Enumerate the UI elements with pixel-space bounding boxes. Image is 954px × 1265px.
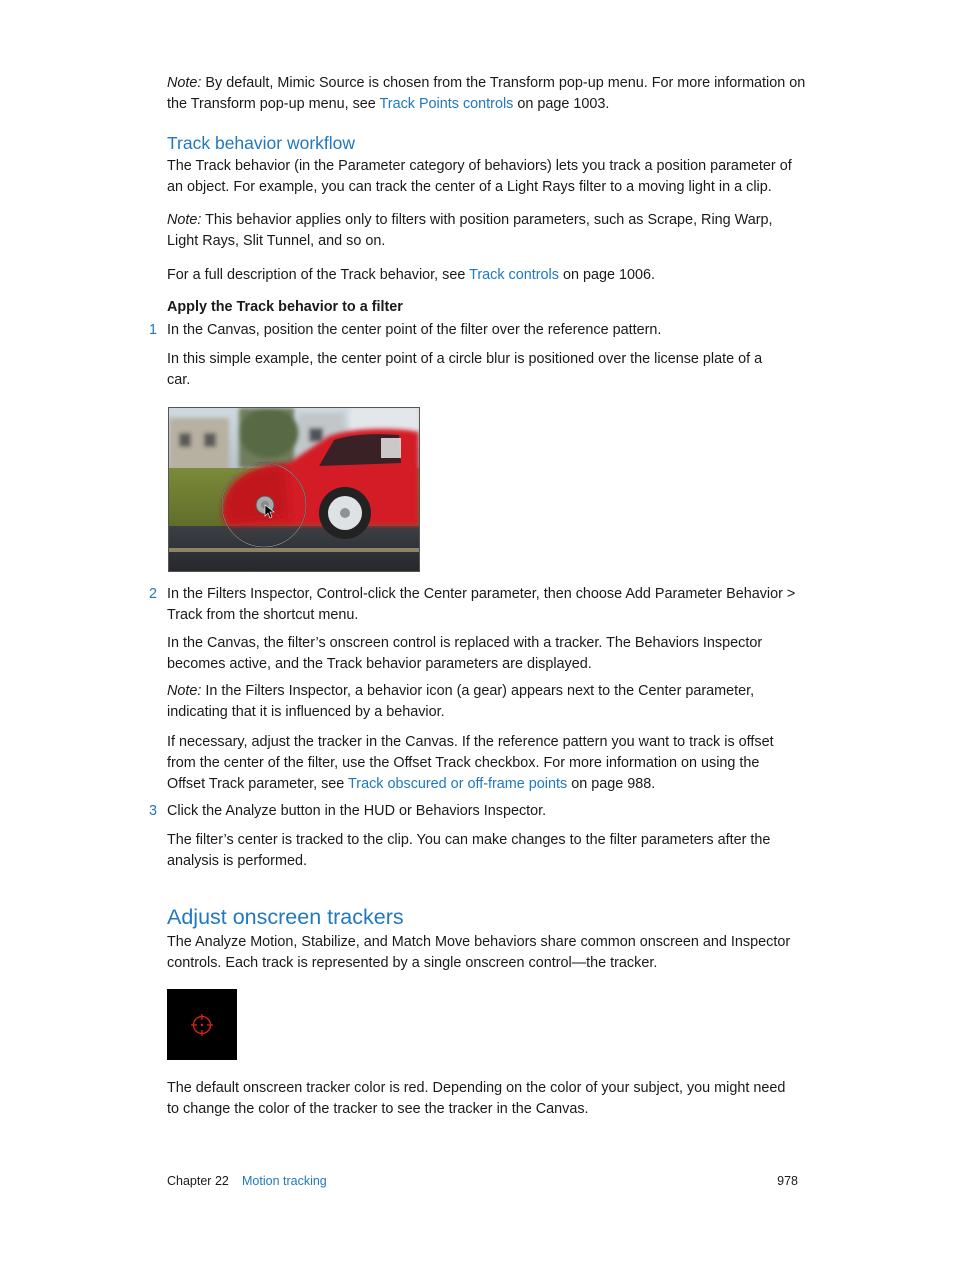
task-title: Apply the Track behavior to a filter	[167, 299, 403, 315]
footer-chapter-title-link[interactable]: Motion tracking	[242, 1174, 327, 1188]
step-detail: In the Canvas, the filter’s onscreen control is replaced with a tracker. The Behaviors Inspector becomes active, and the Track behavior parameters are displayed.	[167, 635, 763, 672]
section-heading-track-workflow: Track behavior workflow	[167, 133, 356, 153]
note-label: Note:	[167, 683, 202, 699]
footer-chapter: Chapter 22	[167, 1174, 229, 1188]
track-points-controls-link[interactable]: Track Points controls	[379, 96, 514, 112]
note-paragraph	[167, 73, 807, 115]
tracker-crosshair-icon	[167, 989, 237, 1060]
note-text: By default, Mimic Source is chosen from the Transform pop-up menu. For more information on the Transform pop-up menu, see	[167, 75, 806, 112]
footer-page-number: 978	[777, 1174, 798, 1188]
extra-text: If necessary, adjust the tracker in the Canvas. If the reference pattern you want to track is offset from the center of the filter, use the Offset Track checkbox. For more information on using the Offset Track parameter, see	[167, 734, 774, 792]
extra-text-end: on page 988.	[567, 776, 656, 792]
step-number: 1	[149, 322, 158, 338]
note-text: In the Filters Inspector, a behavior icon (a gear) appears next to the Center parameter, indicating that it is influenced by a behavior.	[167, 683, 755, 720]
track-note-paragraph	[167, 210, 807, 252]
note-text-end: on page 1003.	[513, 96, 610, 112]
track-description-paragraph	[167, 265, 807, 286]
step-detail: In this simple example, the center point of a circle blur is positioned over the license plate of a car.	[167, 351, 763, 388]
step-text: In the Filters Inspector, Control-click the Center parameter, then choose Add Parameter Behavior > Track from the shortcut menu.	[167, 586, 796, 623]
desc-text-end: on page 1006.	[558, 267, 655, 283]
car-image	[169, 408, 419, 571]
adjust-closing-paragraph: The default onscreen tracker color is red. Depending on the color of your subject, you might need to change the color of the tracker to see the tracker in the Canvas.	[167, 1080, 786, 1117]
track-obscured-points-link[interactable]: Track obscured or off-frame points	[348, 776, 568, 792]
tracker-figure	[167, 989, 237, 1060]
note-label: Note:	[167, 212, 202, 228]
track-intro-paragraph: The Track behavior (in the Parameter category of behaviors) lets you track a position parameter of an object. For example, you can track the center of a Light Rays filter to a moving light in a clip.	[167, 158, 792, 195]
step-number: 3	[149, 803, 158, 819]
step-note-paragraph	[167, 681, 777, 723]
step-text: In the Canvas, position the center point of the filter over the reference pattern.	[167, 322, 662, 338]
step-number: 2	[149, 586, 158, 602]
note-label: Note:	[167, 75, 202, 91]
step-detail: The filter’s center is tracked to the clip. You can make changes to the filter parameters after the analysis is performed.	[167, 832, 771, 869]
step-extra-paragraph	[167, 732, 792, 795]
track-controls-link[interactable]: Track controls	[469, 267, 559, 283]
desc-text: For a full description of the Track behavior, see	[167, 267, 470, 283]
car-tracking-figure	[168, 407, 420, 572]
note-text: This behavior applies only to filters with position parameters, such as Scrape, Ring Warp, Light Rays, Slit Tunnel, and so on.	[167, 212, 773, 249]
section-heading-adjust-trackers: Adjust onscreen trackers	[167, 905, 404, 929]
adjust-intro-paragraph: The Analyze Motion, Stabilize, and Match Move behaviors share common onscreen and Inspector controls. Each track is represented by a single onscreen control—the tracker.	[167, 934, 791, 971]
step-text: Click the Analyze button in the HUD or Behaviors Inspector.	[167, 803, 547, 819]
